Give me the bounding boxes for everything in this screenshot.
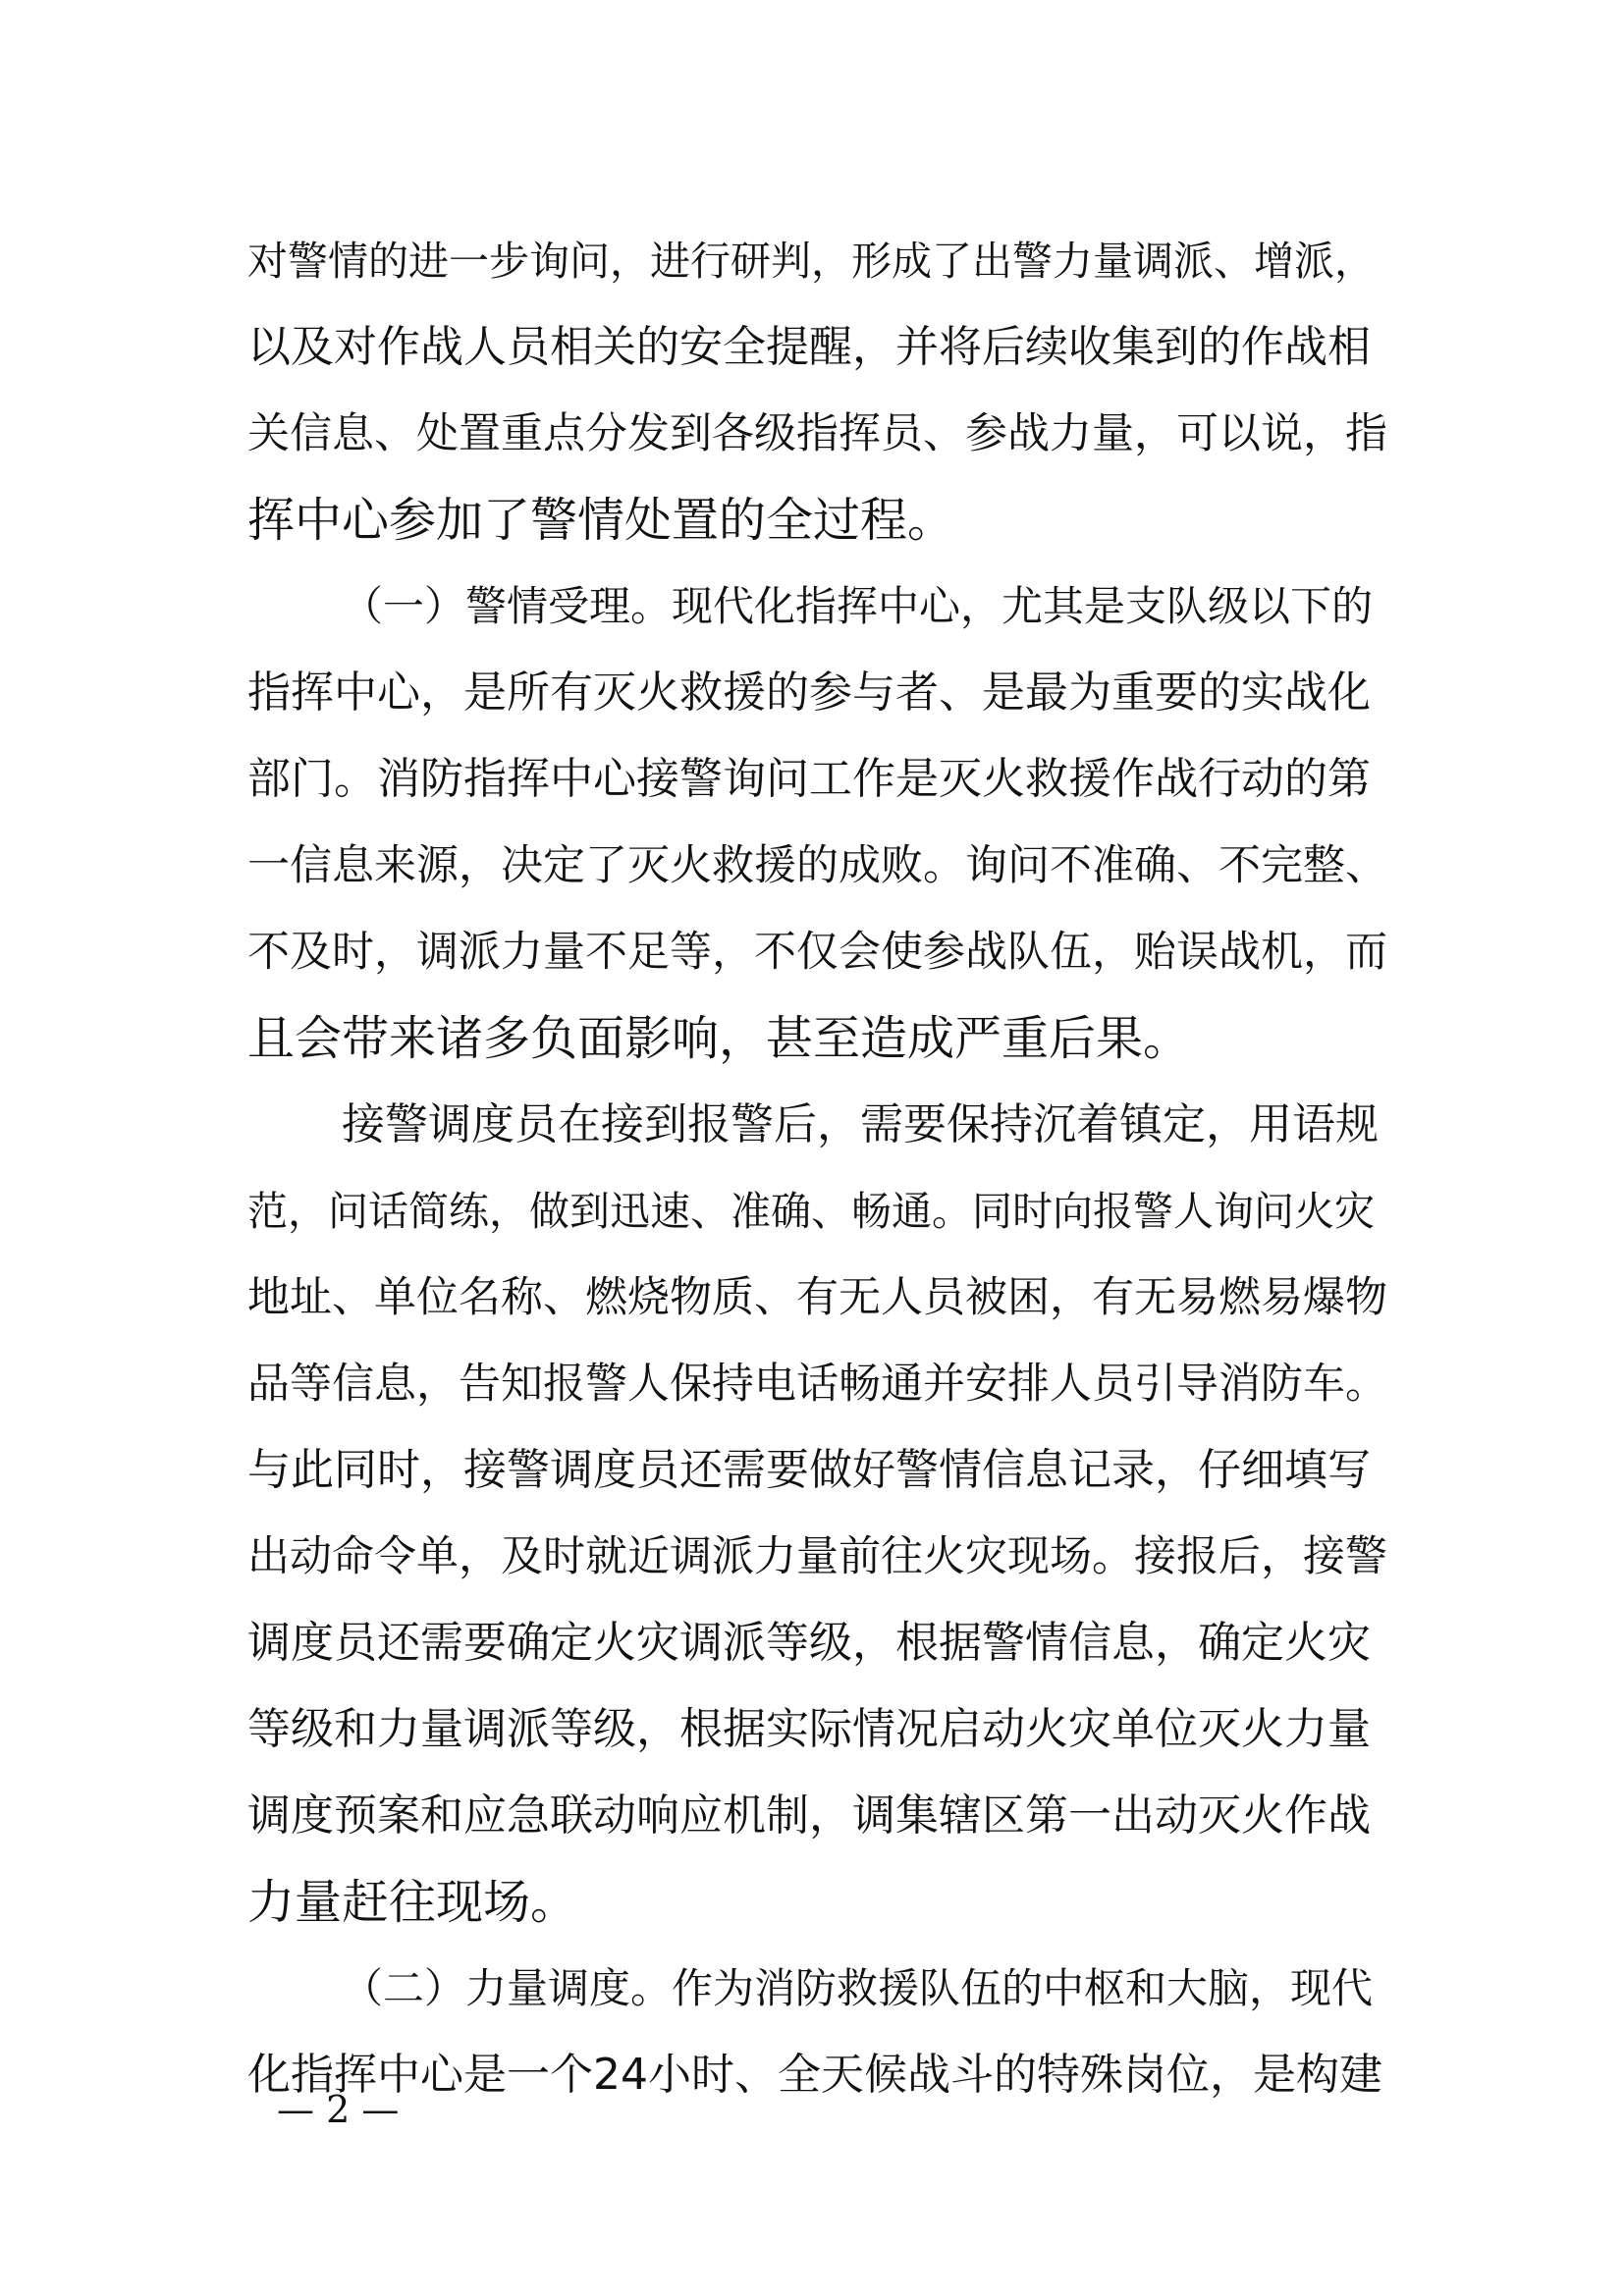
paragraph-start-line: 接警调度员在接到报警后，需要保持沉着镇定，用语规 (342, 1099, 1379, 1149)
text-line: 力量赶往现场。 (247, 1875, 578, 1930)
text-line: 挥中心参加了警情处置的全过程。 (247, 493, 955, 548)
section-heading-line: （一）警情受理。现代化指挥中心，尤其是支队级以下的 (342, 582, 1374, 630)
text-line: 对警情的进一步询问，进行研判，形成了出警力量调派、增派， (247, 238, 1375, 285)
text-line: 调度预案和应急联动响应机制，调集辖区第一出动灭火作战 (247, 1790, 1371, 1841)
text-line: 一信息来源，决定了灭火救援的成败。询问不准确、不完整、 (247, 841, 1387, 890)
section-heading-line: （二）力量调度。作为消防救援队伍的中枢和大脑，现代 (342, 1964, 1374, 2012)
text-line: 地址、单位名称、燃烧物质、有无人员被困，有无易燃易爆物 (247, 1273, 1387, 1322)
page-number: — 2 — (277, 2088, 400, 2131)
body-text (247, 218, 1388, 2118)
text-line: 关信息、处置重点分发到各级指挥员、参战力量，可以说，指 (247, 409, 1387, 458)
text-line: 调度员还需要确定火灾调派等级，根据警情信息，确定火灾 (247, 1618, 1371, 1668)
text-line: 与此同时，接警调度员还需要做好警情信息记录，仔细填写 (247, 1445, 1371, 1495)
text-line: 且会带来诸多负面影响，甚至造成严重后果。 (247, 1011, 1191, 1066)
text-line: 不及时，调派力量不足等，不仅会使参战队伍，贻误战机，而 (247, 928, 1387, 977)
text-line: 以及对作战人员相关的安全提醒，并将后续收集到的作战相 (247, 322, 1371, 372)
text-line: 品等信息，告知报警人保持电话畅通并安排人员引导消防车。 (247, 1360, 1387, 1409)
text-line: 范，问话简练，做到迅速、准确、畅通。同时向报警人询问火灾 (247, 1188, 1375, 1235)
text-line: 出动命令单，及时就近调派力量前往火灾现场。接报后，接警 (247, 1532, 1387, 1581)
text-line: 化指挥中心是一个24小时、全天候战斗的特殊岗位，是构建 (247, 2050, 1382, 2100)
text-line: 指挥中心，是所有灭火救援的参与者、是最为重要的实战化 (247, 667, 1371, 718)
text-line: 等级和力量调派等级，根据实际情况启动火灾单位灭火力量 (247, 1704, 1371, 1754)
text-line: 部门。消防指挥中心接警询问工作是灭火救援作战行动的第 (247, 754, 1371, 804)
